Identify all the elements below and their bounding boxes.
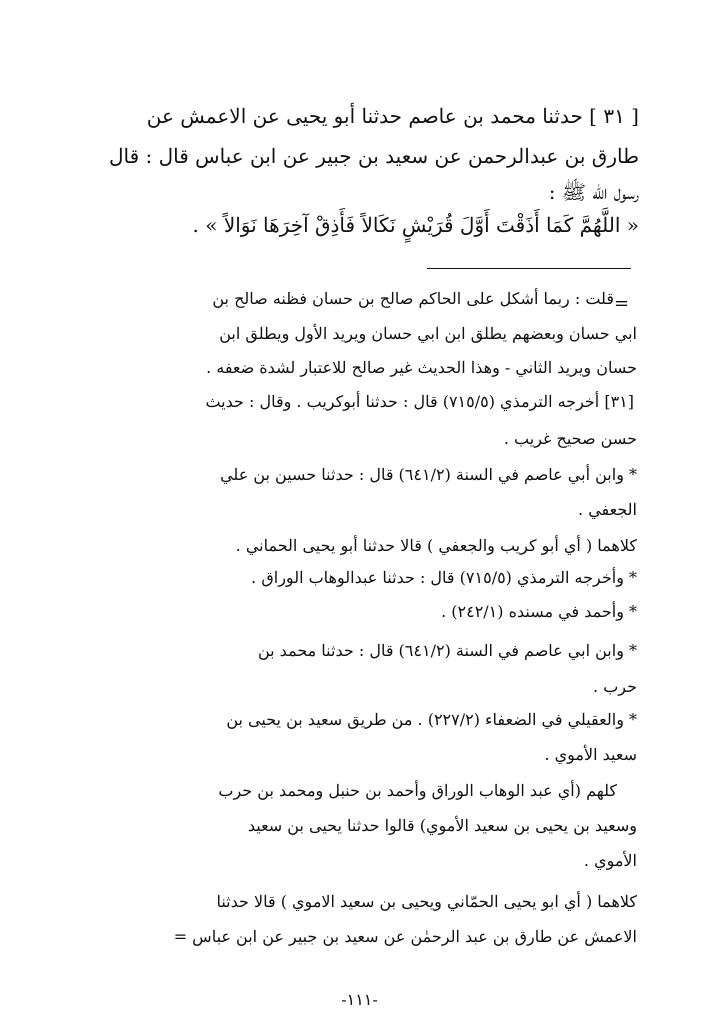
footnote-line: كلاهما ( أي أبو كريب والجعفي ) قالا حدثنا أبو يحيى الحماني . <box>235 536 637 555</box>
continuation-mark: = <box>614 293 630 314</box>
footnote-line: سعيد الأموي . <box>544 745 637 764</box>
footnote-line: حسن صحيح غريب . <box>503 429 637 448</box>
footnote-line: ابي حسان وبعضهم يطلق ابن ابي حسان ويريد الأول ويطلق ابن <box>219 324 637 343</box>
footnote-line: * والعقيلي في الضعفاء (٢٢٧/٢) . من طريق سعيد بن يحيى بن <box>226 710 637 729</box>
hadith-line-2: طارق بن عبدالرحمن عن سعيد بن جبير عن ابن عباس قال : قال <box>108 144 639 168</box>
footnote-line: [٣١] أخرجه الترمذي (٧١٥/٥) قال : حدثنا أبوكريب . وقال : حديث <box>205 392 634 411</box>
footnote-line: كلهم (أي عبد الوهاب الوراق وأحمد بن حنبل ومحمد بن حرب <box>218 781 617 800</box>
hadith-line-4: « اللَّهُمَّ كَمَا أَذَقْتَ أَوَّلَ قُرَيْشٍ نَكَالاً فَأَذِقْ آخِرَهَا نَوَالاً » . <box>192 213 639 237</box>
footnote-separator <box>427 268 631 269</box>
footnote-line: الاعمش عن طارق بن عبد الرحمٰن عن سعيد بن جبير عن ابن عباس = <box>173 927 637 946</box>
page-number: -١١١- <box>341 990 378 1009</box>
hadith-line-1: [ ٣١ ] حدثنا محمد بن عاصم حدثنا أبو يحيى عن الاعمش عن <box>146 104 639 128</box>
footnote-line: حرب . <box>593 677 637 696</box>
footnote-line: حسان ويريد الثاني - وهذا الحديث غير صالح للاعتبار لشدة ضعفه . <box>206 358 637 377</box>
footnote-line: الجعفي . <box>578 500 637 519</box>
footnote-line: * وأخرجه الترمذي (٧١٥/٥) قال : حدثنا عبدالوهاب الوراق . <box>251 568 637 587</box>
footnote-line: كلاهما ( أي ابو يحيى الحمّاني ويحيى بن سعيد الاموي ) قالا حدثنا <box>216 892 637 911</box>
footnote-line: وسعيد بن يحيى بن سعيد الأموي) قالوا حدثنا يحيى بن سعيد <box>247 816 637 835</box>
footnote-line: * وأحمد في مسنده (٢٤٢/١) . <box>441 602 637 621</box>
footnote-line: قلت : ربما أشكل على الحاكم صالح بن حسان فظنه صالح بن <box>212 289 614 308</box>
footnote-line: * وابن أبي عاصم في السنة (٦٤١/٢) قال : حدثنا حسين بن علي <box>220 465 637 484</box>
footnote-line: * وابن ابي عاصم في السنة (٦٤١/٢) قال : حدثنا محمد بن <box>257 641 637 660</box>
footnote-line: الأموي . <box>583 851 637 870</box>
hadith-line-3: رسول الله ﷺ : <box>548 180 639 204</box>
